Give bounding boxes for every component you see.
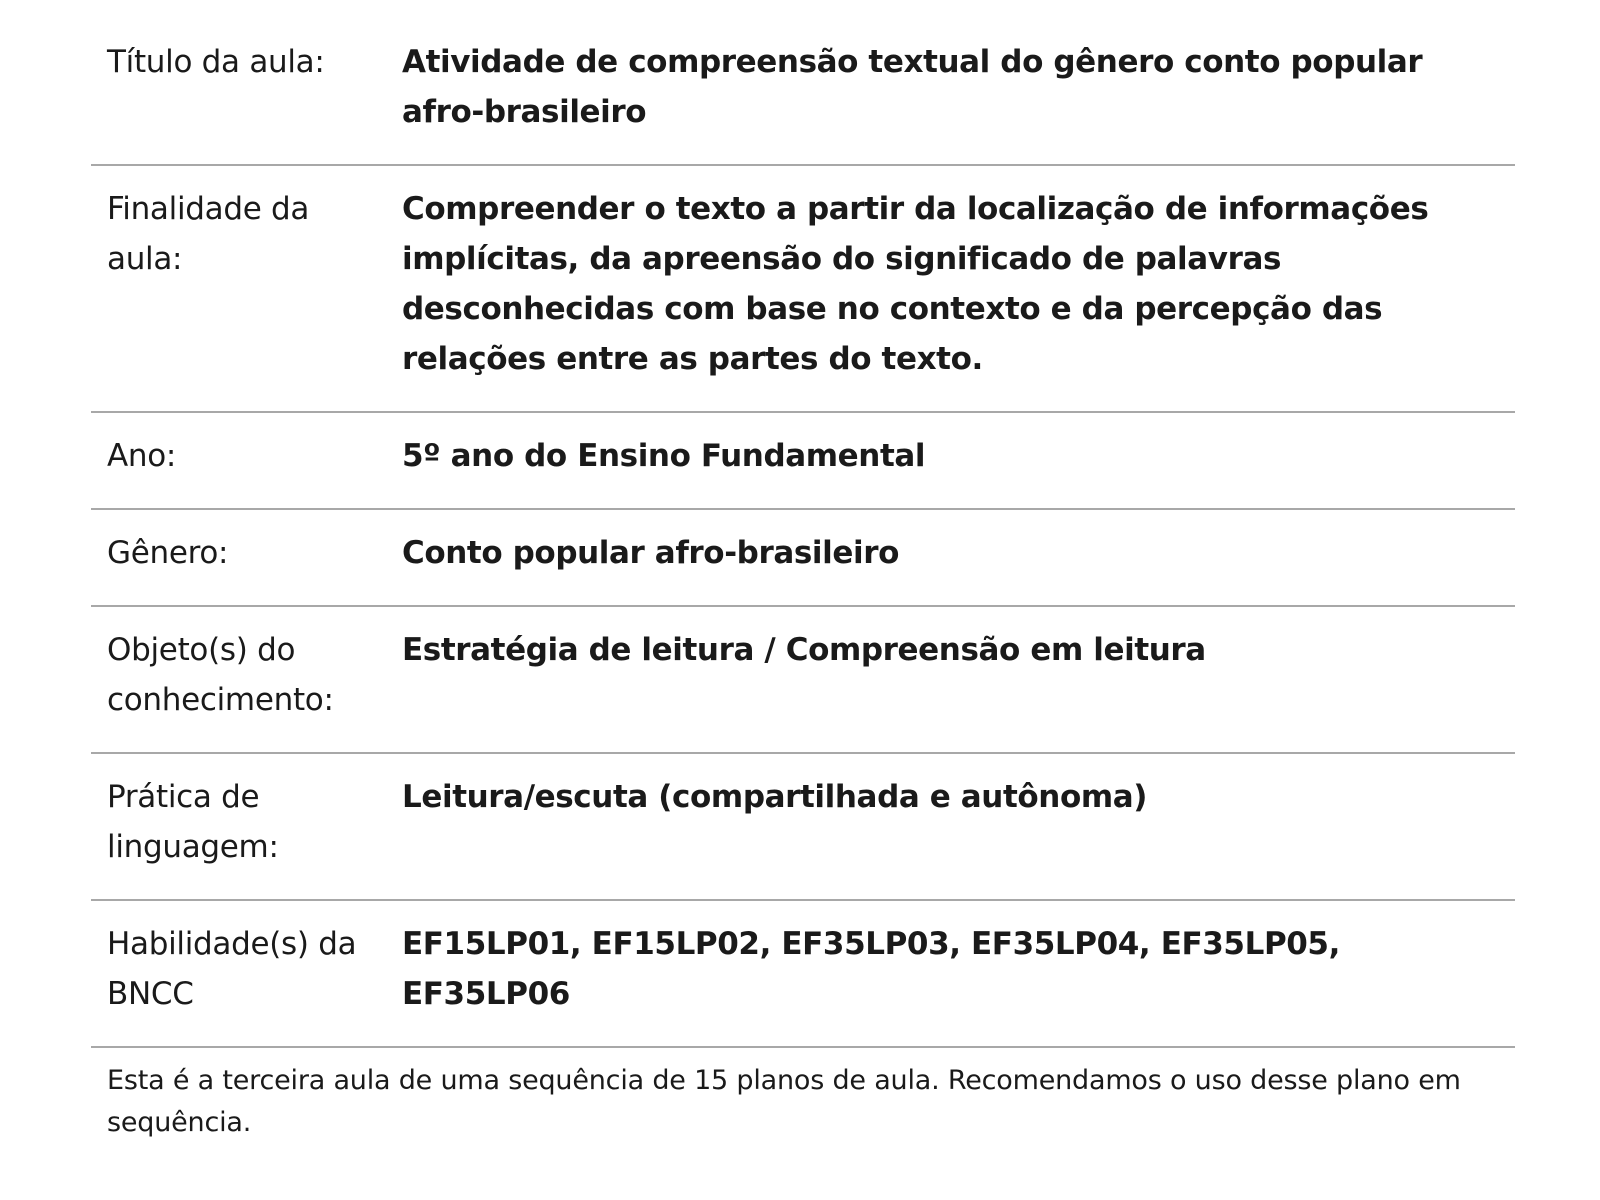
row-label: Prática de linguagem:: [107, 779, 279, 865]
row-label: Título da aula:: [107, 44, 325, 80]
row-label: Gênero:: [107, 535, 229, 571]
lesson-info-table: [91, 19, 1515, 1048]
row-value: Estratégia de leitura / Compreensão em leitura: [402, 632, 1206, 668]
table-row-finalidade: [91, 165, 1515, 412]
table-row-habilidades: [91, 900, 1515, 1047]
table-row-ano: [91, 412, 1515, 509]
table-row-objetos: [91, 606, 1515, 753]
table-row-pratica: [91, 753, 1515, 900]
row-value: Atividade de compreensão textual do gênero conto popular afro-brasileiro: [402, 44, 1423, 130]
row-value: Leitura/escuta (compartilhada e autônoma): [402, 779, 1148, 815]
row-label: Objeto(s) do conhecimento:: [107, 632, 334, 718]
table-row-titulo: [91, 19, 1515, 165]
row-label: Finalidade da aula:: [107, 191, 310, 277]
row-value: 5º ano do Ensino Fundamental: [402, 438, 926, 474]
row-value: Conto popular afro-brasileiro: [402, 535, 899, 571]
row-label: Habilidade(s) da BNCC: [107, 926, 357, 1012]
row-value: EF15LP01, EF15LP02, EF35LP03, EF35LP04, EF35LP05, EF35LP06: [402, 926, 1340, 1012]
sequence-note: Esta é a terceira aula de uma sequência de 15 planos de aula. Recomendamos o uso desse plano em sequência.: [107, 1065, 1461, 1138]
row-value: Compreender o texto a partir da localização de informações implícitas, da apreensão do significado de palavras desconhecidas com base no contexto e da percepção das relações entre as partes do texto.: [402, 191, 1429, 377]
row-label: Ano:: [107, 438, 177, 474]
table-row-genero: [91, 509, 1515, 606]
lesson-plan: [91, 19, 1515, 1156]
